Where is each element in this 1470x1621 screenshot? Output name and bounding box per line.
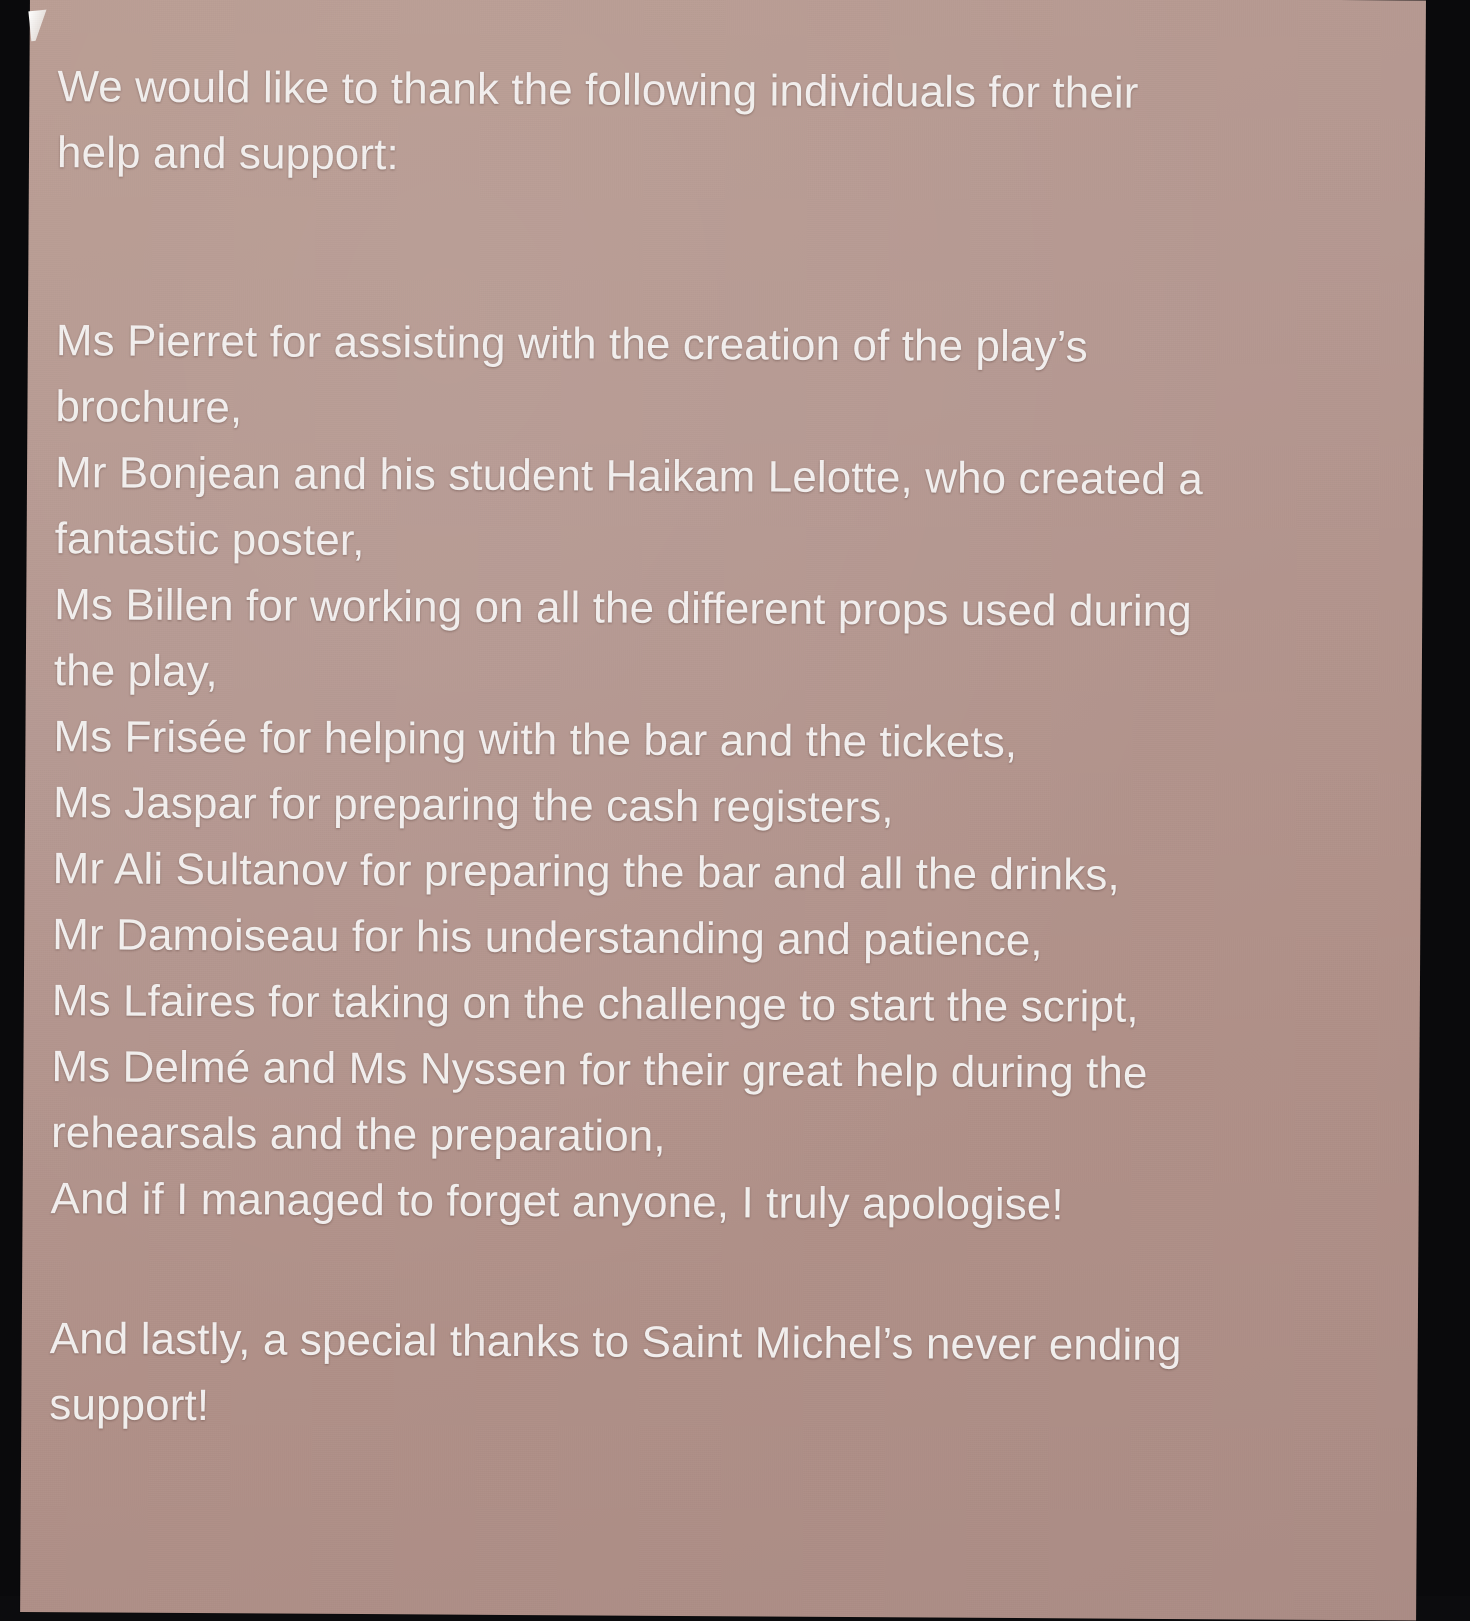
acknowledgements-list	[50, 308, 1401, 1240]
ack-line-2: brochure,	[55, 374, 1400, 448]
paragraph-spacer-2	[50, 1232, 1395, 1314]
ack-line-12: Ms Delmé and Ms Nyssen for their great help during the	[51, 1034, 1396, 1108]
intro-line-2: help and support:	[57, 120, 1402, 194]
ack-line-10: Mr Damoiseau for his understanding and patience,	[52, 902, 1397, 976]
intro-line-1: We would like to thank the following individuals for their	[57, 54, 1402, 128]
ack-line-7: Ms Frisée for helping with the bar and the tickets,	[53, 704, 1398, 778]
scanned-page-sheet	[20, 0, 1426, 1620]
ack-line-14: And if I managed to forget anyone, I truly apologise!	[50, 1166, 1395, 1240]
closing-paragraph	[49, 1306, 1395, 1446]
acknowledgements-text-block	[49, 54, 1402, 1446]
ack-line-1: Ms Pierret for assisting with the creation of the play’s	[56, 308, 1401, 382]
intro-paragraph	[57, 54, 1403, 194]
closing-line-2: support!	[49, 1372, 1394, 1446]
ack-line-9: Mr Ali Sultanov for preparing the bar and all the drinks,	[52, 836, 1397, 910]
ack-line-11: Ms Lfaires for taking on the challenge to start the script,	[52, 968, 1397, 1042]
closing-line-1: And lastly, a special thanks to Saint Michel’s never ending	[50, 1306, 1395, 1380]
paragraph-spacer-1	[56, 186, 1402, 316]
ack-line-5: Ms Billen for working on all the different props used during	[54, 572, 1399, 646]
ack-line-4: fantastic poster,	[54, 506, 1399, 580]
ack-line-3: Mr Bonjean and his student Haikam Lelotte, who created a	[55, 440, 1400, 514]
ack-line-6: the play,	[54, 638, 1399, 712]
ack-line-8: Ms Jaspar for preparing the cash registers,	[53, 770, 1398, 844]
ack-line-13: rehearsals and the preparation,	[51, 1100, 1396, 1174]
page-edge-nick	[28, 9, 57, 41]
